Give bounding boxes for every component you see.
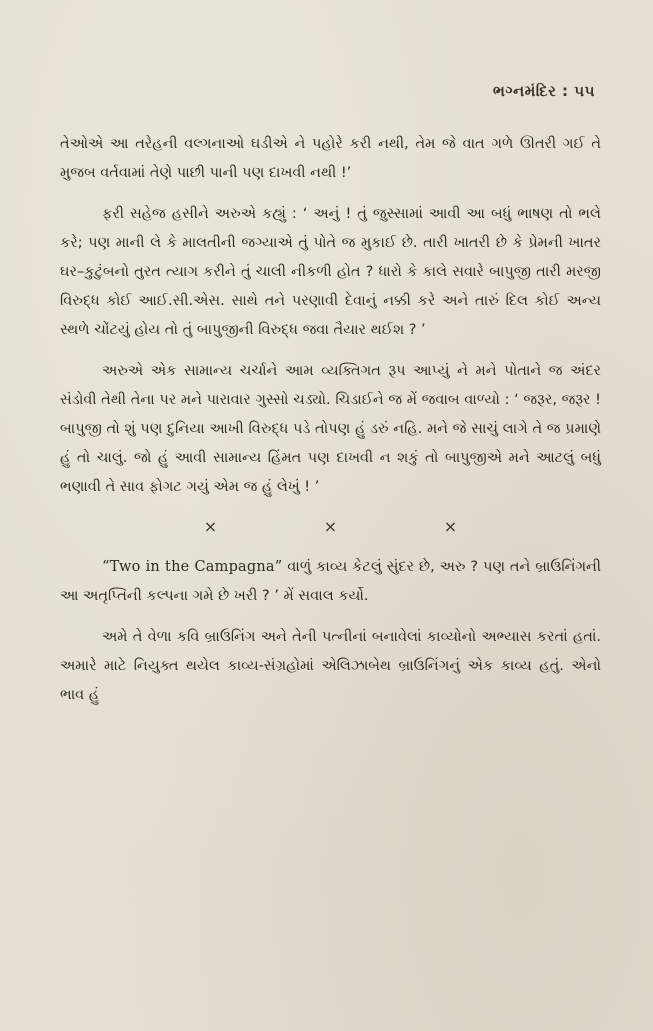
body-text xyxy=(60,130,601,710)
separator-mark: × xyxy=(323,517,338,536)
paragraph-3: અરુએ એક સામાન્ય ચર્ચાને આમ વ્યક્તિગત રૂપ આપ્યું ને મને પોતાને જ અંદર સંડોવી તેથી તેના પર મને પારાવાર ગુસ્સો ચડ્યો. ચિડાઈને જ મેં જવાબ વાળ્યો : ‘ જરૂર, જરૂર ! બાપુજી તો શું પણ દુનિયા આખી વિરુદ્ધ પડે તોપણ હું ડરું નહિ. મને જે સાચું લાગે તે જ પ્રમાણે હું તો ચાલું. જો હું આવી સામાન્ય હિંમત પણ દાખવી ન શકું તો બાપુજીએ મને આટલું બધું ભણાવી તે સાવ ફોગટ ગયું એમ જ હું લેખું ! ’ xyxy=(60,363,601,495)
running-head: ભગ્નમંદિર : ૫૫ xyxy=(492,82,595,100)
section-separator xyxy=(151,512,511,541)
paragraph-5-text: અમે તે વેળા કવિ બ્રાઉનિંગ અને તેની પત્નીનાં બનાવેલાં કાવ્યોનો અભ્યાસ કરતાં હતાં. અમારે માટે નિયુક્ત થયેલ કાવ્ય-સંગ્રહોમાં એલિઝાબેથ બ્રાઉનિંગનું એક કાવ્ય હતું. એનો ભાવ હું xyxy=(60,629,601,703)
poem-title: “Two in the Campagna” xyxy=(102,559,283,575)
paragraph-4 xyxy=(60,553,601,611)
paragraph-4-text: વાળું કાવ્ય કેટલું સુંદર છે, અરુ ? પણ તને બ્રાઉનિંગની આ અતૃપ્તિની કલ્પના ગમે છે ખરી ? ’ મેં સવાલ કર્યો. xyxy=(60,559,601,604)
paragraph-2: ફરી સહેજ હસીને અરુએ કહ્યું : ‘ અનું ! તું જુસ્સામાં આવી આ બધું ભાષણ તો ભલે કરે; પણ માની લે કે માલતીની જગ્યાએ તું પોતે જ મુકાઈ છે. તારી ખાતરી છે કે પ્રેમની ખાતર ઘર–કુટુંબનો તુરત ત્યાગ કરીને તું ચાલી નીકળી હોત ? ધારો કે કાલે સવારે બાપુજી તારી મરજી વિરુદ્ધ કોઈ આઈ.સી.એસ. સાથે તને પરણાવી દેવાનું નક્કી કરે અને તારું દિલ કોઈ અન્ય સ્થળે ચોંટયું હોય તો તું બાપુજીની વિરુદ્ધ જવા તૈયાર થઈશ ? ’ xyxy=(60,206,601,338)
paragraph-1: તેઓએ આ તરેહની વલ્ગનાઓ ઘડીએ ને પહોરે કરી નથી, તેમ જે વાત ગળે ઊતરી ગઈ તે મુજબ વર્તવામાં તેણે પાછી પાની પણ દાખવી નથી !’ xyxy=(60,136,601,181)
separator-mark: × xyxy=(443,517,458,536)
paragraph-5 xyxy=(60,623,601,710)
separator-mark: × xyxy=(203,517,218,536)
